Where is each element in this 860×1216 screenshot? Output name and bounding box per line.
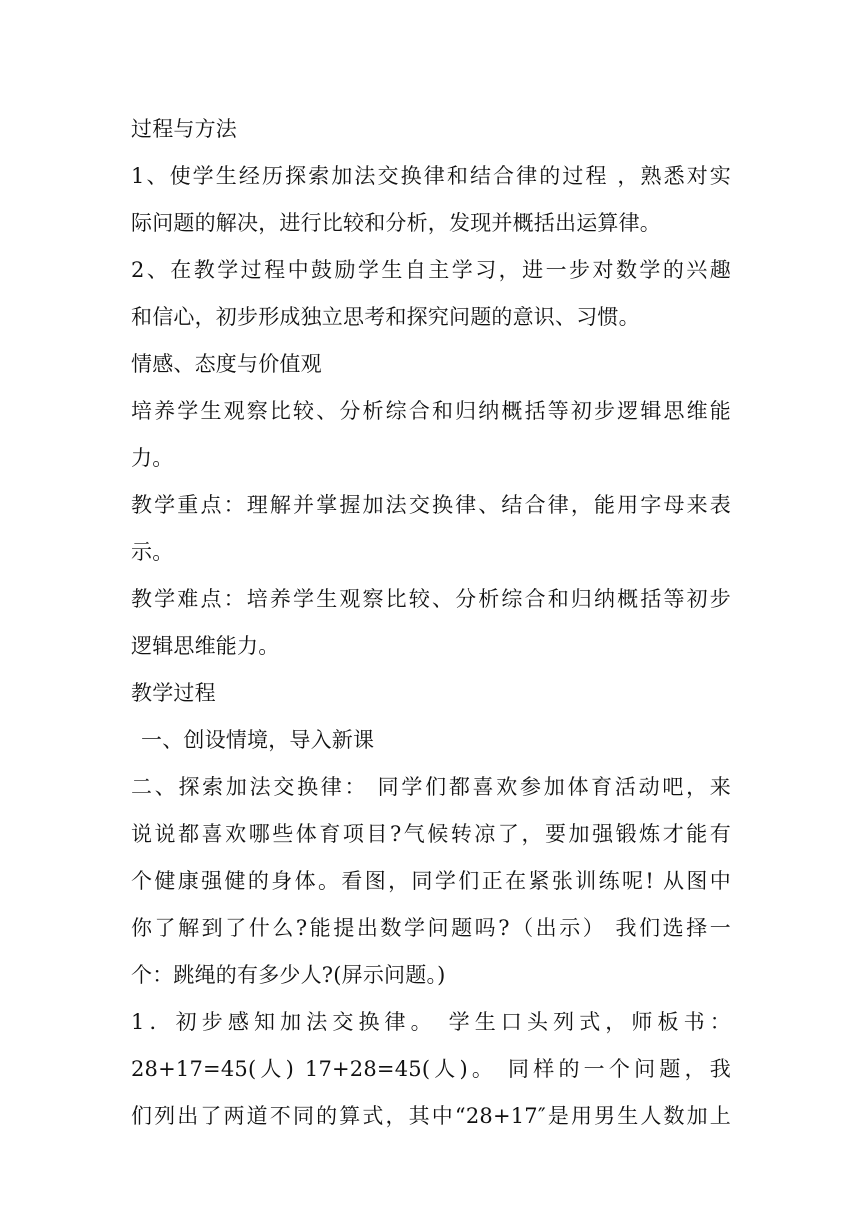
paragraph-line: 你了解到了什么?能提出数学问题吗?（出示） 我们选择一 <box>131 916 731 940</box>
document-body <box>131 106 731 1140</box>
paragraph-line: 2、在教学过程中鼓励学生自主学习，进一步对数学的兴趣 <box>131 258 731 282</box>
section-heading-teaching-process: 教学过程 <box>131 681 216 705</box>
equation-line: 28+17=45(人) 17+28=45(人)。 同样的一个问题，我 <box>131 1057 731 1081</box>
section-heading-process-method: 过程与方法 <box>131 117 237 141</box>
paragraph-line: 们列出了两道不同的算式，其中“28+17″是用男生人数加上 <box>131 1104 731 1128</box>
paragraph-line: 个健康强健的身体。看图，同学们正在紧张训练呢! 从图中 <box>131 869 731 893</box>
paragraph-line: 二、探索加法交换律： 同学们都喜欢参加体育活动吧，来 <box>131 775 731 799</box>
paragraph-line: 和信心，初步形成独立思考和探究问题的意识、习惯。 <box>131 305 640 329</box>
paragraph-line: 培养学生观察比较、分析综合和归纳概括等初步逻辑思维能 <box>131 399 731 423</box>
paragraph-line: 示。 <box>131 540 174 564</box>
paragraph-line: 1．初步感知加法交换律。 学生口头列式，师板书： <box>131 1010 731 1034</box>
paragraph-line: 说说都喜欢哪些体育项目?气候转凉了，要加强锻炼才能有 <box>131 822 731 846</box>
paragraph-line: 际问题的解决，进行比较和分析，发现并概括出运算律。 <box>131 211 661 235</box>
paragraph-line: 个：跳绳的有多少人?(屏示问题。) <box>131 963 446 987</box>
paragraph-line: 逻辑思维能力。 <box>131 634 280 658</box>
paragraph-line: 力。 <box>131 446 174 470</box>
section-heading-emotion-attitude: 情感、态度与价值观 <box>131 352 322 376</box>
subsection-heading: 一、创设情境，导入新课 <box>141 728 375 752</box>
paragraph-line: 1、使学生经历探索加法交换律和结合律的过程 ，熟悉对实 <box>131 164 731 188</box>
teaching-focus-line: 教学重点：理解并掌握加法交换律、结合律，能用字母来表 <box>131 493 731 517</box>
teaching-difficulty-line: 教学难点：培养学生观察比较、分析综合和归纳概括等初步 <box>131 587 731 611</box>
